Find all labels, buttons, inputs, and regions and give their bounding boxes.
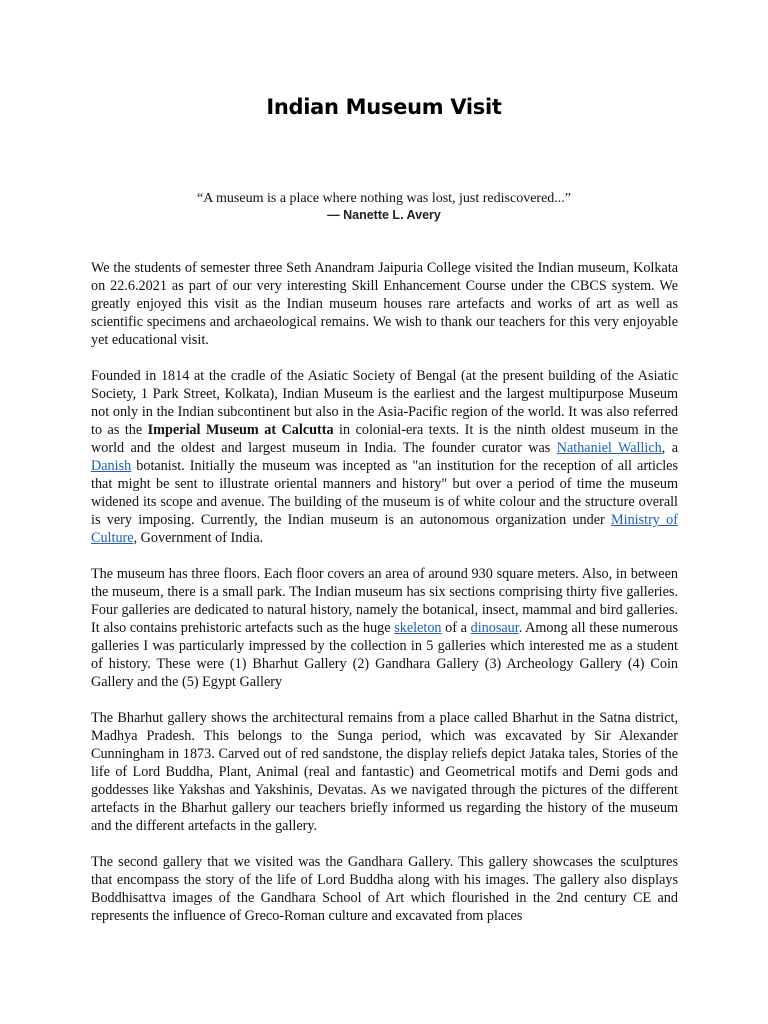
link-danish[interactable]: Danish (91, 458, 132, 474)
paragraph-bharhut: The Bharhut gallery shows the architectural remains from a place called Bharhut in the Satna district, Madhya Pradesh. This belongs to the Sunga period, which was excavated by Sir Alexander Cunningham in 1873. Carved out of red sandstone, the display reliefs depict Jataka tales, Stories of the life of Lord Buddha, Plant, Animal (real and fantastic) and Geometrical motifs and Demi gods and goddesses like Yakshas and Yakshinis, Devatas. As we navigated through the pictures of the different artefacts in the Bharhut gallery our teachers briefly informed us regarding the history of the museum and the different artefacts in the gallery. (91, 710, 678, 834)
paragraph-text: Founded in 1814 at the cradle of the Asiatic Society of Bengal (at the present building of the Asiatic Society, 1 Park Street, Kolkata), Indian Museum is the earliest and the largest multipurpose Museum not only in the Indian subcontinent but also in the Asia-Pacific region of the world. It was also referred to as the (91, 368, 678, 438)
paragraph-text: , a (661, 440, 678, 456)
epigraph-author: — Nanette L. Avery (327, 208, 441, 222)
epigraph-quote: “A museum is a place where nothing was lost, just rediscovered...” (196, 191, 571, 206)
bold-term-imperial-museum: Imperial Museum at Calcutta (147, 422, 334, 438)
paragraph-text: of a (441, 620, 471, 636)
paragraph-history (91, 367, 678, 547)
link-dinosaur[interactable]: dinosaur (470, 620, 519, 636)
paragraph-intro: We the students of semester three Seth Anandram Jaipuria College visited the Indian museum, Kolkata on 22.6.2021 as part of our very interesting Skill Enhancement Course under the CBCS system. We greatly enjoyed this visit as the Indian museum houses rare artefacts and works of art as well as scientific specimens and archaeological remains. We wish to thank our teachers for this very enjoyable yet educational visit. (91, 260, 678, 348)
link-ministry-of-culture[interactable]: Ministry of Culture (91, 512, 678, 546)
link-nathaniel-wallich[interactable]: Nathaniel Wallich (556, 440, 662, 456)
document-title: Indian Museum Visit (266, 95, 502, 119)
paragraph-galleries (91, 565, 678, 691)
paragraph-text: , Government of India. (133, 530, 264, 546)
paragraph-text: in colonial-era texts. It is the ninth oldest museum in the world and the oldest and largest museum in India. The founder curator was (91, 422, 678, 456)
paragraph-text: botanist. Initially the museum was incepted as "an institution for the reception of all articles that might be sent to illustrate oriental manners and history" but over a period of time the museum widened its scope and avenue. The building of the museum is of white colour and the structure overall is very imposing. Currently, the Indian museum is an autonomous organization under (91, 458, 678, 528)
document-body (91, 259, 678, 925)
paragraph-text: . Among all these numerous galleries I was particularly impressed by the collection in 5 galleries which interested me as a student of history. These were (1) Bharhut Gallery (2) Gandhara Gallery (3) Archeology Gallery (4) Coin Gallery and the (5) Egypt Gallery (91, 620, 678, 690)
link-skeleton[interactable]: skeleton (394, 620, 442, 636)
paragraph-text: The museum has three floors. Each floor covers an area of around 930 square meters. Also, in between the museum, there is a small park. The Indian museum has six sections comprising thirty five galleries. Four galleries are dedicated to natural history, namely the botanical, insect, mammal and bird galleries. It also contains prehistoric artefacts such as the huge (91, 566, 678, 636)
paragraph-gandhara: The second gallery that we visited was the Gandhara Gallery. This gallery showcases the sculptures that encompass the story of the life of Lord Buddha along with his images. The gallery also displays Boddhisattva images of the Gandhara School of Art which flourished in the 2nd century CE and represents the influence of Greco-Roman culture and excavated from places (91, 854, 678, 924)
